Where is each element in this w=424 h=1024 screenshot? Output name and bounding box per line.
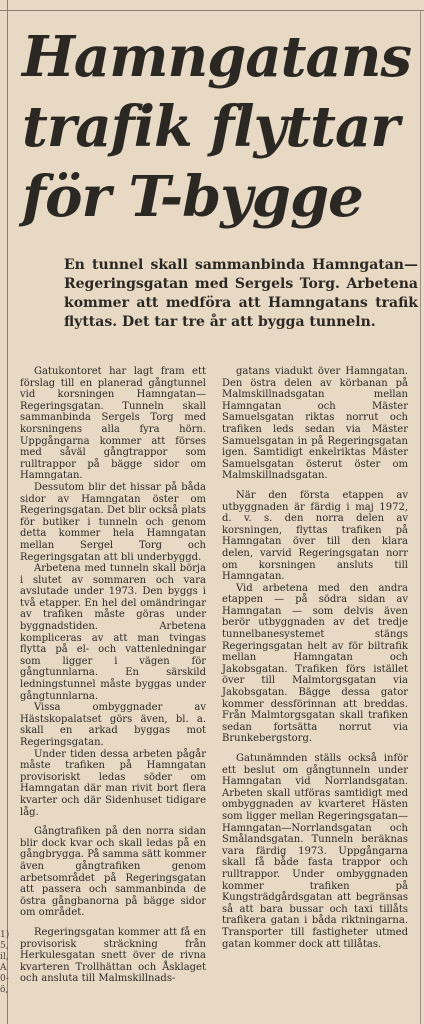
article-column-right	[222, 366, 408, 950]
headline	[22, 22, 422, 232]
margin-fragment-line: 5,	[0, 941, 9, 951]
body-paragraph: Under tiden dessa arbeten pågår måste trafiken på Hamngatan provisoriskt ledas söder om Hamngatan där man rivit bort flera kvarter och där Sidenhuset tidigare låg.	[20, 748, 206, 818]
body-paragraph: Dessutom blir det hissar på båda sidor av Hamngatan öster om Regeringsgatan. Det blir också plats för butiker i tunneln och genom detta kommer hela Hamngatan mellan Sergel Torg och Regeringsgatan att bli underbyggd.	[20, 481, 206, 563]
body-paragraph: gatans viadukt över Hamngatan. Den östra delen av körbanan på Malmskillnadsgatan mellan Hamngatan och Mäster Samuelsgatan riktas norrut och trafiken leds sedan via Mäster Samuelsgatan in på Regeringsgatan igen. Samtidigt enkelriktas Mäster Samuelsgatan österut öster om Malmskillnadsgatan.	[222, 366, 408, 482]
body-paragraph: Gångtrafiken på den norra sidan blir dock kvar och skall ledas på en gångbrygga. På samma sätt kommer även gångtrafiken genom arbetsområdet på Regeringsgatan att passera och sammanbinda de östra gångbanorna på bägge sidor om området.	[20, 826, 206, 919]
margin-fragment-line: 1)	[0, 930, 10, 940]
top-rule	[0, 0, 424, 11]
body-paragraph: Arbetena med tunneln skall börja i slutet av sommaren och vara avslutade under 1973. Den byggs i två etapper. En hel del omändringar av trafiken måste göras under byggnadstiden. Arbetena kompliceras av att man tvingas flytta på el- och vattenledningar som ligger i vägen för gångtunnlarna. En särskild ledningstunnel måste byggas under gångtunnlarna.	[20, 563, 206, 702]
lead-paragraph: En tunnel skall sammanbinda Hamngatan—Regeringsgatan med Sergels Torg. Arbetena kommer att medföra att Hamngatans trafik flyttas. Det tar tre år att bygga tunneln.	[64, 257, 418, 330]
headline-line: Hamngatans	[22, 24, 411, 90]
body-paragraph: Gatunämnden ställs också inför ett beslut om gångtunneln under Hamngatan vid Norrlandsgatan. Arbeten skall utföras samtidigt med ombyggnaden av kvarteret Hästen som ligger mellan Regeringsgatan—Hamngatan—Norrlandsgatan och Smålandsgatan. Tunneln beräknas vara färdig 1973. Uppgångarna skall få både fasta trappor och rulltrappor. Under ombyggnaden kommer trafiken på Kungsträdgårdsgatan att begränsas så att bara bussar och taxi tillåts trafikera gatan i båda riktningarna. Transporter till fastigheter utmed gatan kommer dock att tillåtas.	[222, 753, 408, 950]
margin-fragment	[0, 930, 8, 996]
article-column-left	[20, 366, 206, 985]
body-paragraph: Regeringsgatan kommer att få en provisorisk sträckning från Herkulesgatan snett över de rivna kvarteren Trollhättan och Åsklaget och ansluta till Malmskillnads-	[20, 926, 206, 985]
body-paragraph: Gatukontoret har lagt fram ett förslag till en planerad gångtunnel vid korsningen Hamngatan—Regeringsgatan. Tunneln skall sammanbinda Sergels Torg med korsningens alla fyra hörn. Uppgångarna kommer att förses med såväl gångtrappor som rulltrappor på bägge sidor om Hamngatan.	[20, 366, 206, 482]
body-paragraph: Vissa ombyggnader av Hästskopalatset görs även, bl. a. skall en arkad byggas mot Regeringsgatan.	[20, 702, 206, 748]
body-paragraph: Vid arbetena med den andra etappen — på södra sidan av Hamngatan — som delvis även berör utbyggnaden av det tredje tunnelbanesystemet stängs Regeringsgatan helt av för biltrafik mellan Hamngatan och Jakobsgatan. Trafiken förs istället över till Malmtorgsgatan via Jakobsgatan. Bägge dessa gator kommer dessförinnan att breddas. Från Malmtorgsgatan skall trafiken sedan fortsätta norrut via Brunkebergstorg.	[222, 582, 408, 745]
headline-line: trafik flyttar	[22, 94, 399, 160]
headline-line: för T-bygge	[22, 164, 363, 230]
margin-fragment-line: ö,	[0, 985, 9, 995]
left-column-rule	[7, 0, 8, 1024]
margin-fragment-line: il,	[0, 952, 9, 962]
body-paragraph: När den första etappen av utbyggnaden är färdig i maj 1972, d. v. s. den norra delen av korsningen, flyttas trafiken på Hamngatan över till den klara delen, varvid Regeringsgatan norr om korsningen ansluts till Hamngatan.	[222, 489, 408, 583]
margin-fragment-line: 0-	[0, 974, 9, 984]
margin-fragment-line: A	[0, 963, 7, 973]
